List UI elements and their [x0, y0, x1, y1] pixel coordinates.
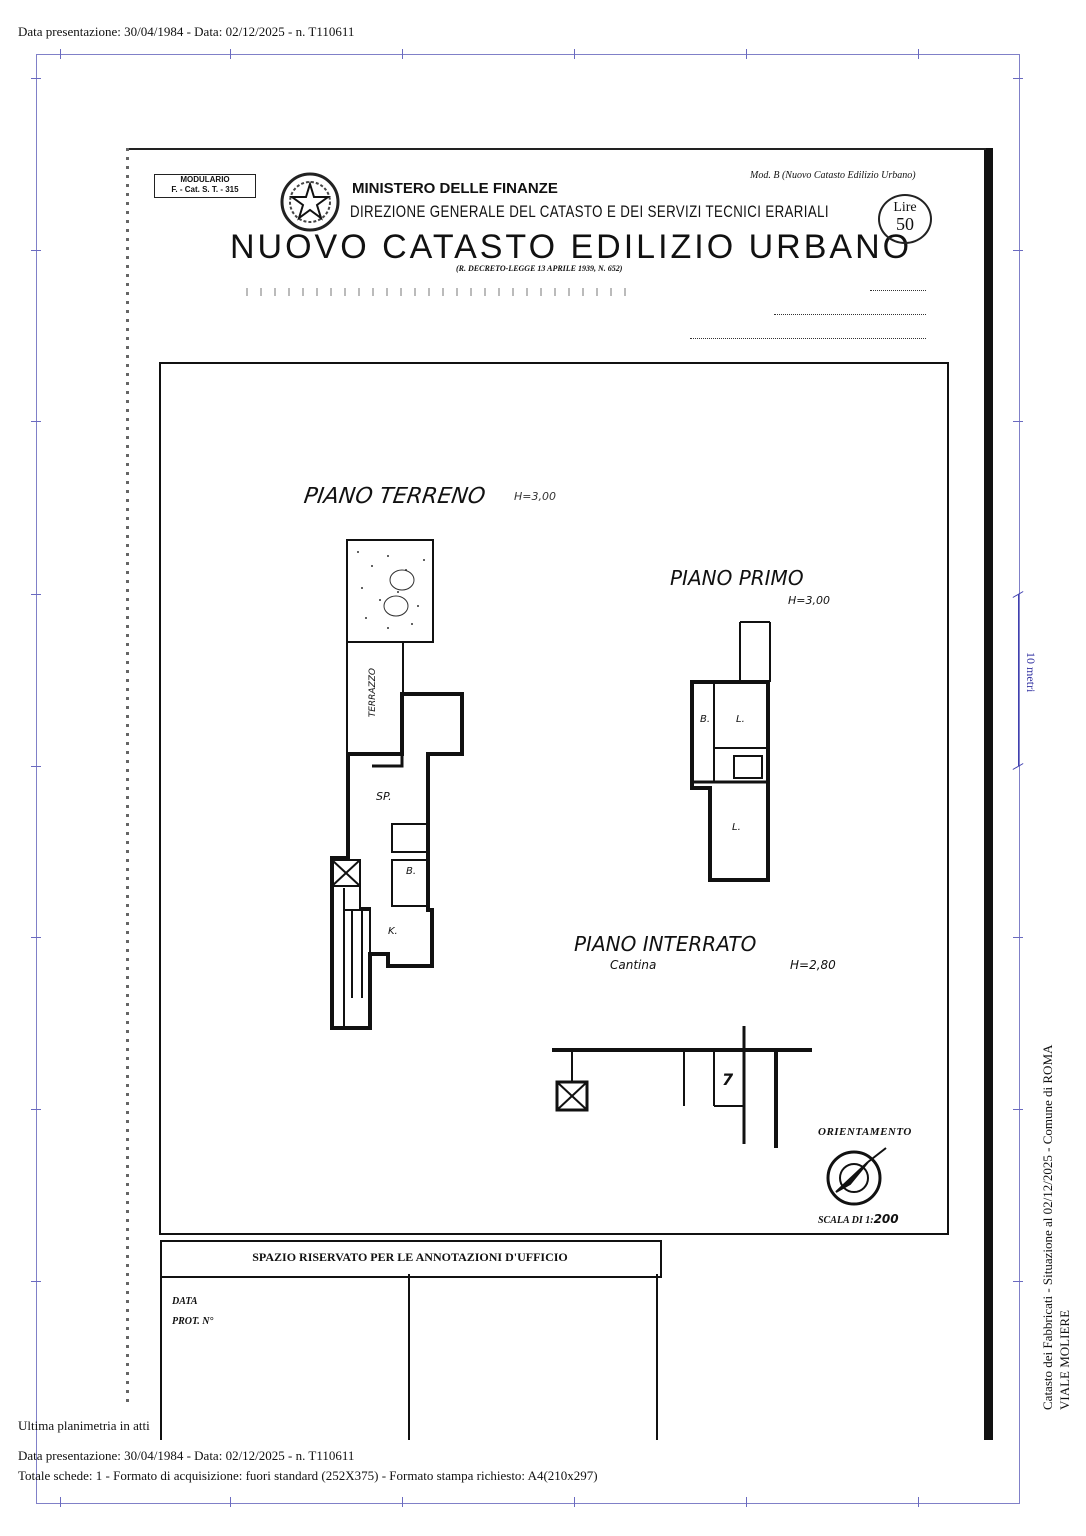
- office-annotations-box: [160, 1240, 660, 1440]
- scale-label: [818, 1212, 899, 1226]
- room-l2-label: L.: [732, 822, 741, 833]
- modulario-label: MODULARIO: [180, 175, 230, 184]
- basement-height: H=2,80: [790, 958, 836, 972]
- scale-ruler-label: 10 metri: [1024, 652, 1038, 693]
- room-sp-label: SP.: [376, 790, 392, 803]
- orientation-label: ORIENTAMENTO: [818, 1126, 912, 1138]
- direction-title: DIREZIONE GENERALE DEL CATASTO E DEI SERVIZI TECNICI ERARIALI: [350, 202, 829, 221]
- basement-unit-number: 7: [722, 1070, 734, 1089]
- last-plan-note: Ultima planimetria in atti: [18, 1418, 150, 1433]
- decree-reference: (R. DECRETO-LEGGE 13 APRILE 1939, N. 652): [456, 264, 623, 273]
- footer-format-line: Totale schede: 1 - Formato di acquisizione: fuori standard (252X375) - Formato stampa richiesto: A4(210x297): [18, 1468, 598, 1483]
- first-floor-label: PIANO PRIMO: [670, 566, 804, 590]
- room-b-label: B.: [406, 866, 417, 877]
- footer-submission-line: Data presentazione: 30/04/1984 - Data: 02/12/2025 - n. T110611: [18, 1448, 355, 1463]
- scale-value: 200: [873, 1212, 899, 1226]
- lire-stamp-label: Lire: [893, 200, 917, 215]
- scanned-sheet: [126, 148, 992, 1440]
- ground-floor-label: PIANO TERRENO: [302, 484, 487, 509]
- ground-floor-height: H=3,00: [514, 490, 556, 503]
- model-label: Mod. B (Nuovo Catasto Edilizio Urbano): [750, 170, 916, 181]
- data-label: DATA: [172, 1296, 198, 1307]
- room-l1-label: L.: [736, 714, 745, 725]
- modulario-code: F. - Cat. S. T. - 315: [171, 185, 239, 194]
- lire-stamp-value: 50: [896, 214, 914, 234]
- terrace-label: TERRAZZO: [368, 668, 378, 718]
- first-floor-height: H=3,00: [788, 594, 830, 607]
- header-submission-line: Data presentazione: 30/04/1984 - Data: 02/12/2025 - n. T110611: [18, 24, 355, 39]
- room-b1-label: B.: [700, 714, 711, 725]
- office-box-title: SPAZIO RISERVATO PER LE ANNOTAZIONI D'UFFICIO: [252, 1250, 568, 1264]
- ministry-title: MINISTERO DELLE FINANZE: [352, 180, 558, 197]
- catasto-situation-text: Catasto dei Fabbricati - Situazione al 02/12/2025 - Comune di ROMA: [1040, 1044, 1055, 1410]
- basement-sublabel: Cantina: [610, 958, 657, 972]
- address-text: VIALE MOLIERE: [1057, 1309, 1072, 1410]
- basement-label: PIANO INTERRATO: [574, 932, 757, 956]
- room-k-label: K.: [388, 926, 398, 937]
- scale-prefix: SCALA DI 1:: [818, 1215, 874, 1226]
- prot-label: PROT. N°: [172, 1316, 214, 1327]
- form-title: NUOVO CATASTO EDILIZIO URBANO: [230, 228, 913, 266]
